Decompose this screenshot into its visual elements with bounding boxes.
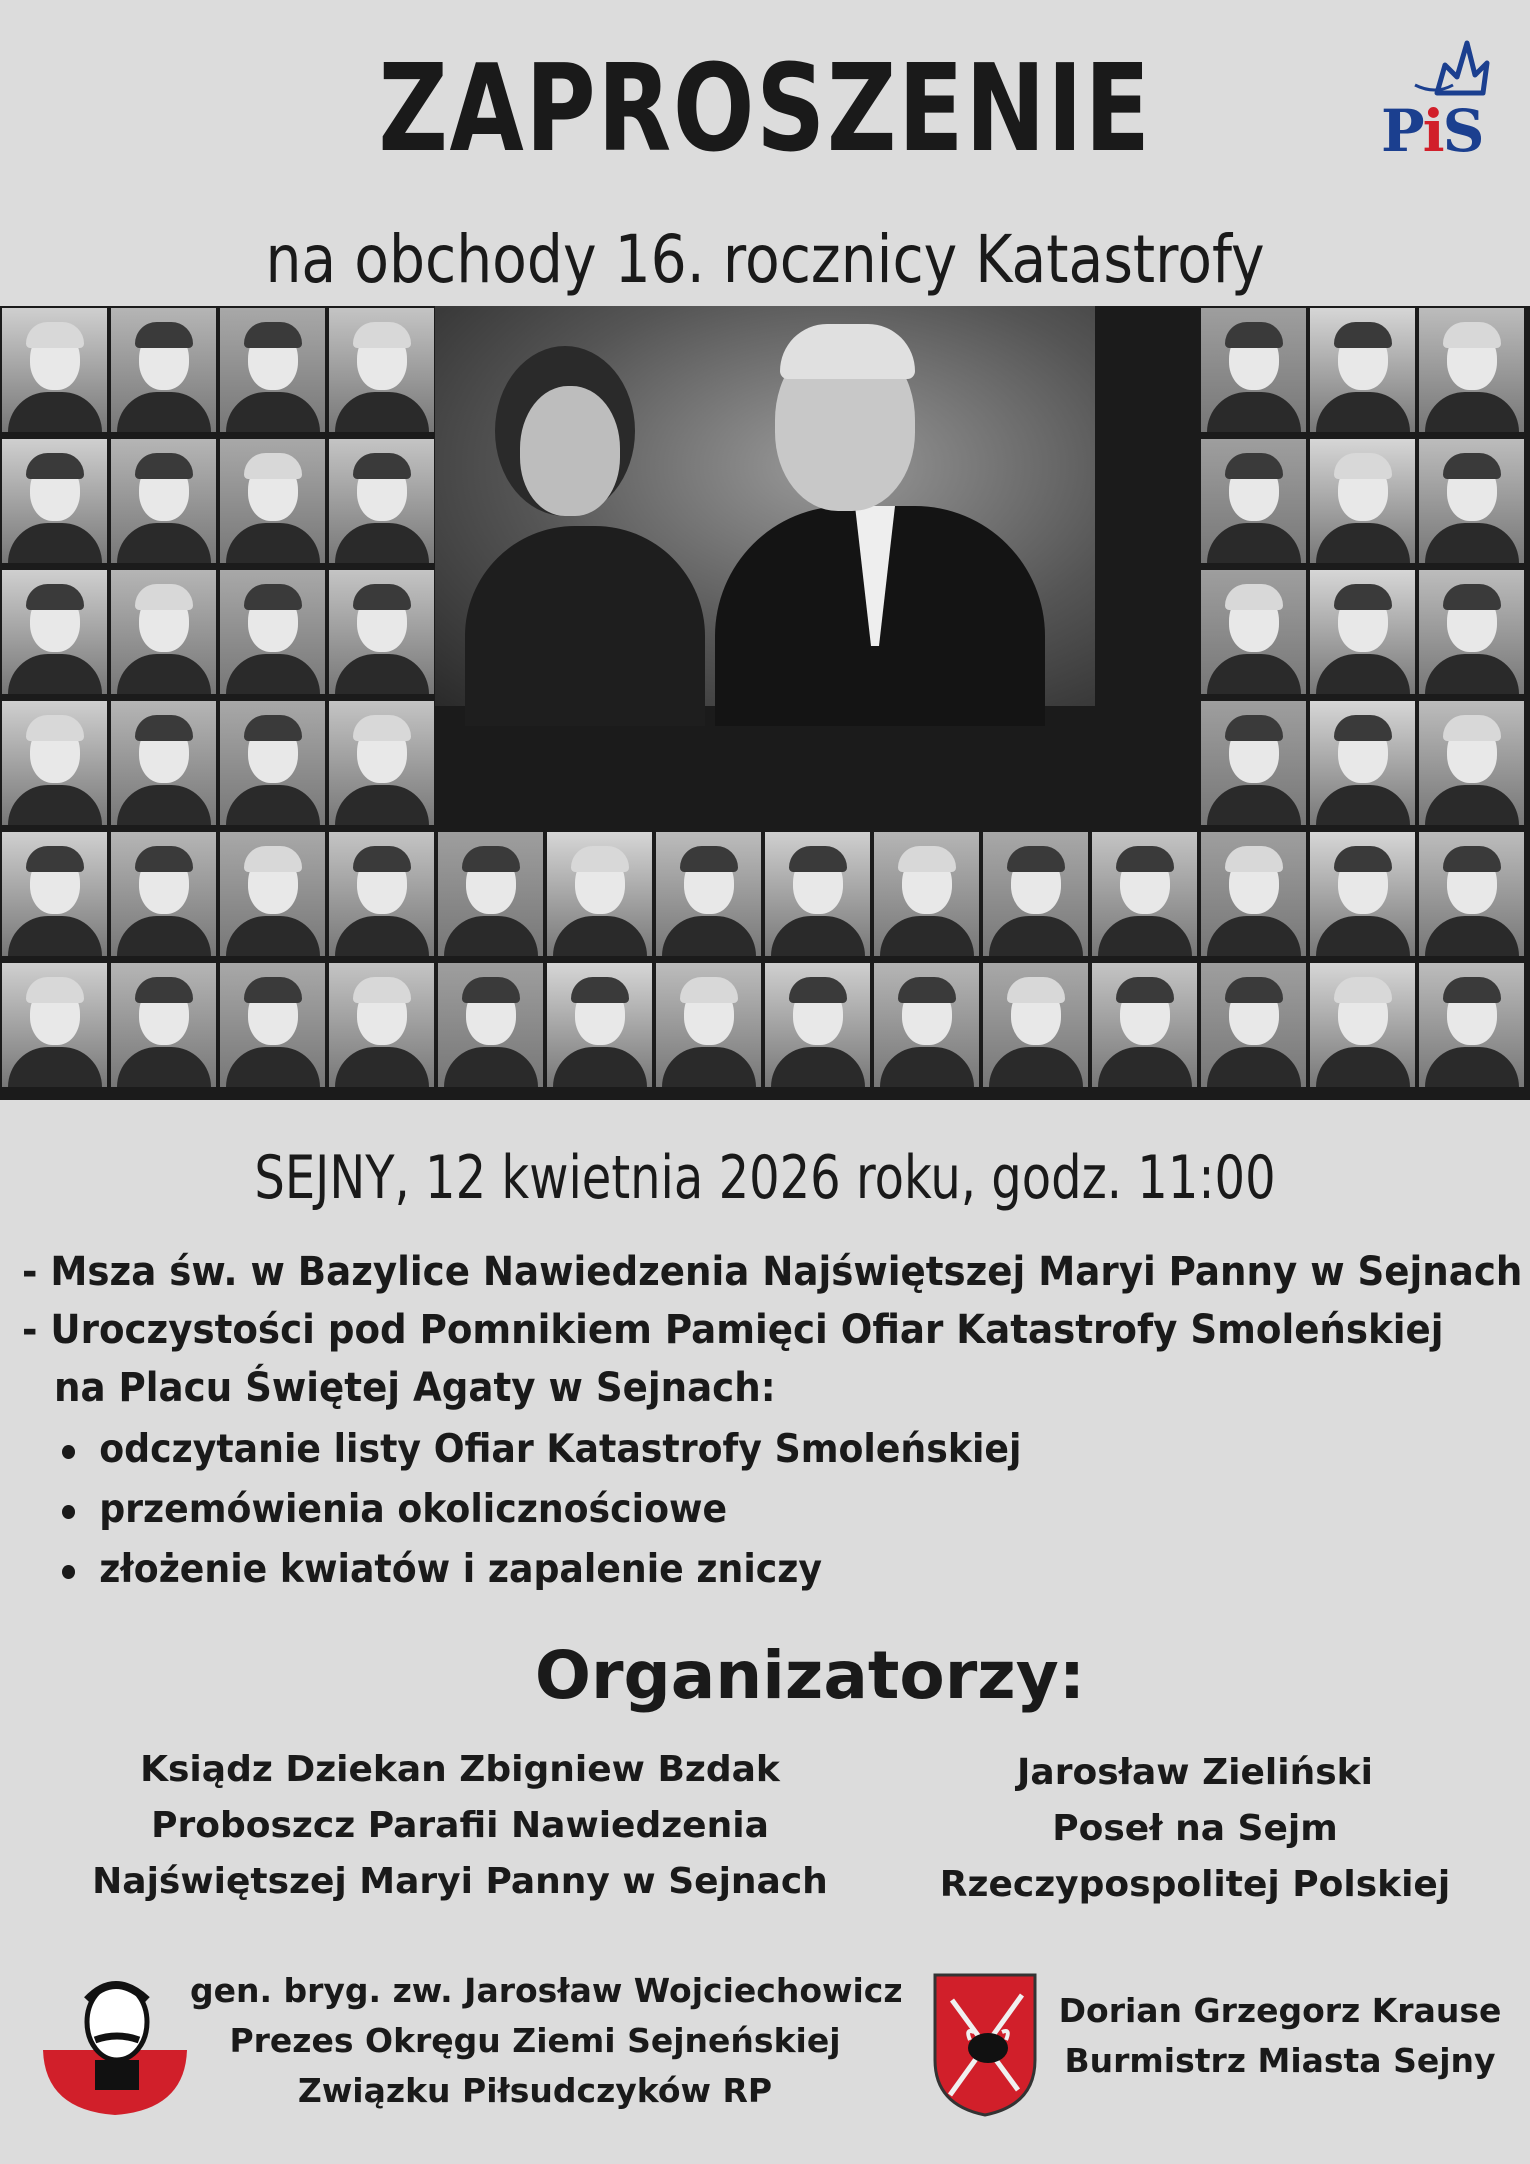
victim-portrait [547, 832, 652, 956]
organizer-mayor: Dorian Grzegorz Krause Burmistrz Miasta Sejny [1058, 1991, 1502, 2080]
logo-text: PiS [1381, 97, 1483, 165]
organizer-mp: Jarosław Zieliński Poseł na Sejm Rzeczypospolitej Polskiej [939, 1752, 1451, 1905]
victim-portrait [438, 832, 543, 956]
victim-portrait [111, 308, 216, 432]
victim-portrait [1310, 832, 1415, 956]
victim-portrait [1419, 963, 1524, 1087]
victim-portrait [1419, 308, 1524, 432]
page-subtitle: na obchody 16. rocznicy Katastrofy [265, 221, 1265, 298]
pis-logo [1375, 25, 1505, 165]
victim-portrait [656, 963, 761, 1087]
bullet-item: złożenie kwiatów i zapalenie zniczy [62, 1540, 822, 1600]
bullet-item: przemówienia okolicznościowe [62, 1480, 727, 1540]
victim-portrait [438, 963, 543, 1087]
victim-portrait [329, 439, 434, 563]
event-datetime: SEJNY, 12 kwietnia 2026 roku, godz. 11:00 [254, 1143, 1276, 1213]
victim-portrait [1310, 963, 1415, 1087]
victim-portrait [111, 701, 216, 825]
victim-portrait [2, 963, 107, 1087]
victim-portrait [656, 832, 761, 956]
victim-portrait [547, 963, 652, 1087]
victim-portrait [2, 832, 107, 956]
victim-portrait [329, 701, 434, 825]
program-item-location: na Placu Świętej Agaty w Sejnach: [54, 1365, 776, 1411]
page-title: ZAPROSZENIE [378, 40, 1152, 179]
victim-portrait [874, 832, 979, 956]
presidential-couple-photo [435, 306, 1095, 706]
pilsudski-emblem-icon [35, 1960, 195, 2120]
victim-portrait [1310, 439, 1415, 563]
victim-portrait [220, 439, 325, 563]
victim-portrait [220, 701, 325, 825]
crown-icon [1375, 25, 1505, 105]
victim-portrait [220, 570, 325, 694]
victim-portrait [111, 570, 216, 694]
victim-portrait [220, 963, 325, 1087]
victim-portrait [111, 439, 216, 563]
victim-portrait [2, 570, 107, 694]
victim-portrait [765, 832, 870, 956]
organizers-heading: Organizatorzy: [534, 1637, 1086, 1714]
victim-portrait [220, 832, 325, 956]
victim-portrait [2, 308, 107, 432]
victim-portrait [1419, 832, 1524, 956]
victim-portrait [2, 439, 107, 563]
victim-portrait [1310, 570, 1415, 694]
victim-portrait [1201, 963, 1306, 1087]
sejny-coat-of-arms-icon [930, 1970, 1040, 2120]
victim-portrait [1419, 439, 1524, 563]
victim-portrait [1310, 308, 1415, 432]
victim-portrait [329, 570, 434, 694]
organizer-priest: Ksiądz Dziekan Zbigniew Bzdak Proboszcz Parafii Nawiedzenia Najświętszej Maryi Panny w Sejnach [92, 1749, 828, 1902]
victim-portrait [1201, 570, 1306, 694]
victim-portrait [329, 832, 434, 956]
victim-portrait [1419, 570, 1524, 694]
victim-portrait [1310, 701, 1415, 825]
victim-portrait [1201, 439, 1306, 563]
program-item-ceremony: - Uroczystości pod Pomnikiem Pamięci Ofiar Katastrofy Smoleńskiej [22, 1307, 1444, 1353]
victim-portrait [983, 963, 1088, 1087]
victim-portrait [765, 963, 870, 1087]
victim-portrait [111, 963, 216, 1087]
victim-portrait [983, 832, 1088, 956]
organizer-pilsudski-union: gen. bryg. zw. Jarosław Wojciechowicz Prezes Okręgu Ziemi Sejneńskiej Związku Piłsudczyków RP [190, 1971, 903, 2110]
victim-portrait [220, 308, 325, 432]
victim-portrait [1201, 308, 1306, 432]
victim-portrait [874, 963, 979, 1087]
victim-portrait [111, 832, 216, 956]
victim-portrait [2, 701, 107, 825]
victim-portrait [1092, 832, 1197, 956]
victim-portrait [1092, 963, 1197, 1087]
bullet-item: odczytanie listy Ofiar Katastrofy Smoleńskiej [62, 1420, 1021, 1480]
victim-portrait [329, 963, 434, 1087]
victim-portrait [329, 308, 434, 432]
victim-portrait [1201, 832, 1306, 956]
victim-portrait [1419, 701, 1524, 825]
victim-portrait [1201, 701, 1306, 825]
program-item-mass: - Msza św. w Bazylice Nawiedzenia Najświętszej Maryi Panny w Sejnach [22, 1249, 1523, 1295]
